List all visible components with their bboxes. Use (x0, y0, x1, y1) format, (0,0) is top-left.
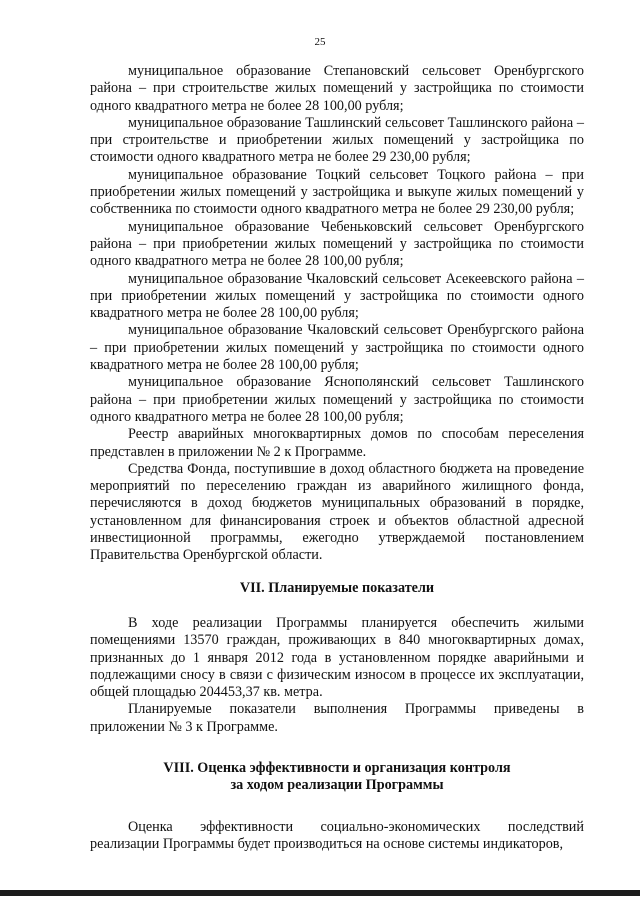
paragraph-tashlinsky: муниципальное образование Ташлинский сельсовет Ташлинского района – при строительстве и приобретении жилых помещений у застройщика по стоимости одного квадратного метра не более 29 230,00 рубля; (90, 114, 584, 166)
section-viii-heading-line-2: за ходом реализации Программы (230, 777, 444, 794)
paragraph-chkalovsky-orenburgsky: муниципальное образование Чкаловский сельсовет Оренбургского района – при приобретении жилых помещений у застройщика по стоимости одного квадратного метра не более 28 100,00 рубля; (90, 322, 584, 374)
section-vii-paragraph-2: Планируемые показатели выполнения Программы приведены в приложении № 3 к Программе. (90, 701, 584, 735)
paragraph-stepanovsky: муниципальное образование Степановский сельсовет Оренбургского района – при строительстве жилых помещений у застройщика по стоимости одного квадратного метра не более 28 100,00 рубля; (90, 63, 584, 114)
section-vii-paragraph-1: В ходе реализации Программы планируется обеспечить жилыми помещениями 13570 граждан, проживающих в 840 многоквартирных домах, признанных до 1 января 2012 года в установленном порядке аварийными и подлежащими сносу в связи с физическим износом в процессе их эксплуатации, общей площадью 204453,37 кв. метра. (90, 614, 584, 701)
section-viii-heading (90, 760, 584, 795)
paragraph-fund: Средства Фонда, поступившие в доход областного бюджета на проведение мероприятий по переселению граждан из аварийного жилищного фонда, перечисляются в доход бюджетов муниципальных образований в порядке, установленном для финансирования строек и объектов областной адресной инвестиционной программы, ежегодно утверждаемой постановлением Правительства Оренбургской области. (90, 460, 584, 564)
section-viii-paragraph-1: Оценка эффективности социально-экономических последствий реализации Программы будет производиться на основе системы индикаторов, (90, 818, 584, 852)
section-vii-heading: VII. Планируемые показатели (239, 579, 435, 596)
paragraph-totsky: муниципальное образование Тоцкий сельсовет Тоцкого района – при приобретении жилых помещений у застройщика и выкупе жилых помещений у собственника по стоимости одного квадратного метра не более 29 230,00 рубля; (90, 166, 584, 218)
document-body (90, 63, 584, 853)
page-number: 25 (314, 36, 326, 48)
paragraph-chkalovsky-asekeevsky: муниципальное образование Чкаловский сельсовет Асекеевского района – при приобретении жилых помещений у застройщика по стоимости одного квадратного метра не более 28 100,00 рубля; (90, 270, 584, 322)
section-viii-heading-line-1: VIII. Оценка эффективности и организация контроля (163, 759, 511, 776)
scan-edge-bar (0, 890, 640, 896)
paragraph-yasnopolyansky: муниципальное образование Яснополянский сельсовет Ташлинского района – при приобретении жилых помещений у застройщика по стоимости одного квадратного метра не более 28 100,00 рубля; (90, 374, 584, 425)
paragraph-registry: Реестр аварийных многоквартирных домов по способам переселения представлен в приложении № 2 к Программе. (90, 426, 584, 460)
paragraph-chebenkovsky: муниципальное образование Чебеньковский сельсовет Оренбургского района – при приобретении жилых помещений у застройщика по стоимости одного квадратного метра не более 28 100,00 рубля; (90, 218, 584, 270)
